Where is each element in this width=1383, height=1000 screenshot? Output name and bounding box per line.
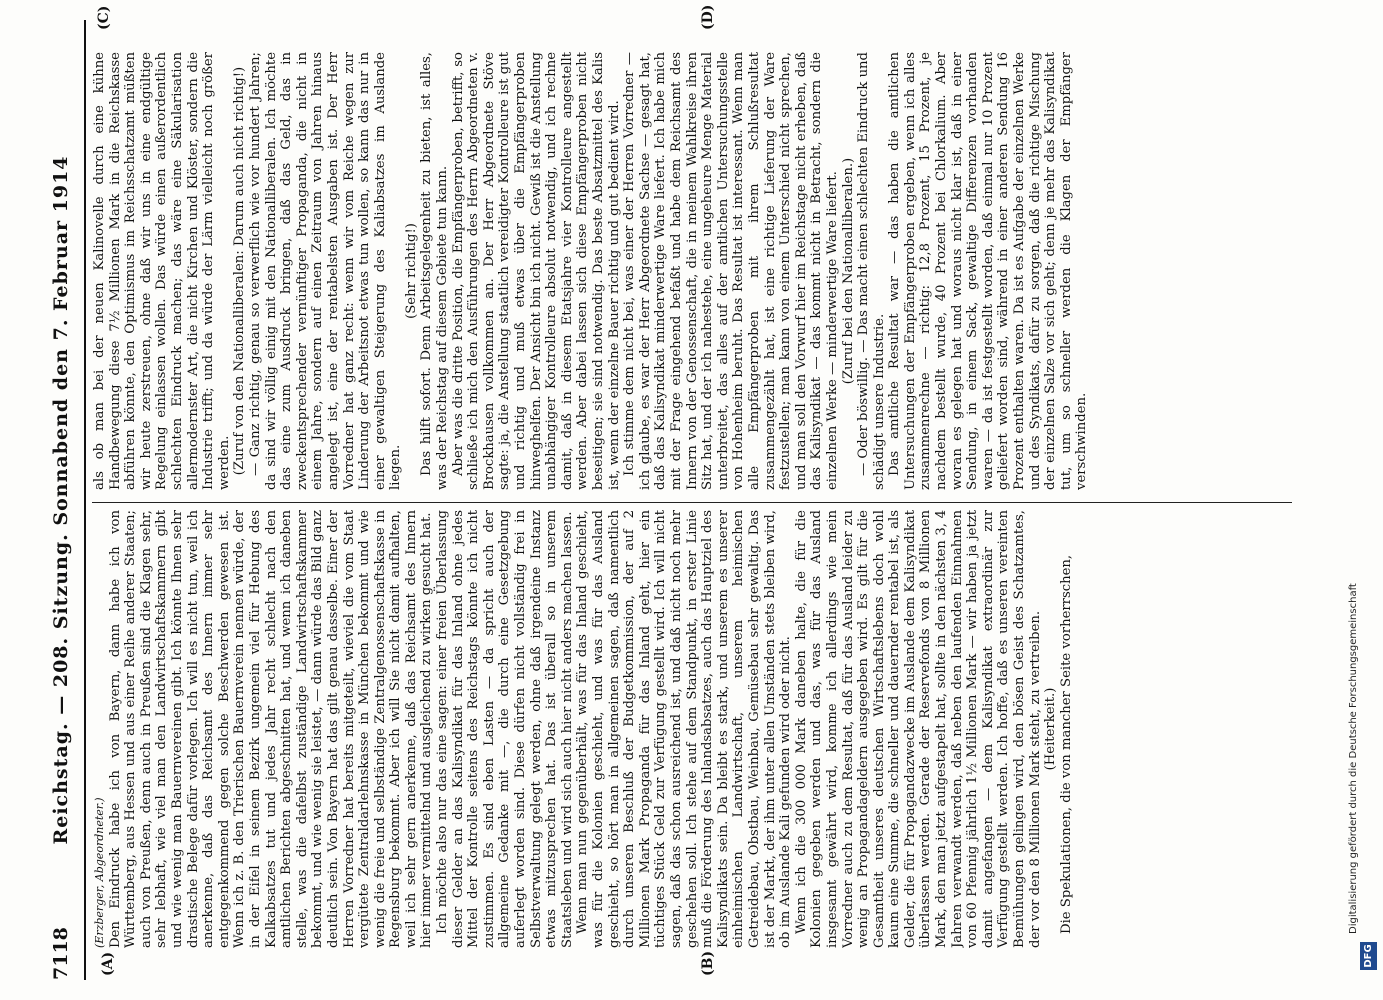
paragraph: als ob man bei der neuen Kalinovelle durch eine kühne Handbewegung diese 7½ Millionen Mark in die Reichskasse abführen könnte, den Optimismus im Reichsschatzamt müßten wir heute zerstreuen, ohne daß wir uns in eine endgültige Regelung einlassen wollen. Das würde einen außerordentlich schlechten Eindruck machen; das wäre eine Säkularisation allermodernster Art, die nicht Kirchen und Klöster, sondern die Industrie trifft; und da würde der Lärm vielleicht noch größer werden. xyxy=(92,52,232,490)
paragraph: — Oder böswillig. — Das macht einen schlechten Eindruck und schädigt unsere Industrie. xyxy=(856,52,887,490)
column-divider xyxy=(92,502,1292,503)
digitization-credit xyxy=(1348,30,1359,970)
running-head xyxy=(50,20,78,980)
page-number: 7118 xyxy=(50,927,72,980)
margin-sigil-a: (A) xyxy=(100,951,116,976)
paragraph: Aber was die dritte Position, die Empfängerproben, betrifft, so schließe ich mich den Ausführungen des Herrn Abgeordneten v. Brockhausen vollkommen an. Der Herr Abgeordnete Stöve sagte: ja, die Anstellung staatlich vereidigter Kontrolleure ist gut und richtig und muß etwas über die Empfängerproben hinweghelfen. Der Ansicht bin ich nicht. Gewiß ist die Anstellung unabhängiger Kontrolleure absolut notwendig, und ich rechne damit, daß in diesem Etatsjahre vier Kontrolleure angestellt werden. Aber dabei lassen sich diese Empfängerproben nicht beseitigen; sie sind notwendig. Das beste Absatzmittel des Kalis ist, wenn der einzelne Bauer richtig und gut bedient wird. xyxy=(450,52,622,490)
margin-sigil-c: (C) xyxy=(96,5,112,30)
paragraph: Wenn ich die 300 000 Mark daneben halte, die für die Kolonien gegeben werden und das, was für das Ausland insgesamt gewährt wird, komme ich allerdings wie mein Vorredner auch zu dem Resultat, daß für das Ausland leider zu wenig an Propagandageldern ausgegeben wird. Es gilt für die Gesamtheit unseres deutschen Wirtschaftslebens doch wohl kaum eine Summe, die schneller und dauernder rentabel ist, als Gelder, die für Propagandazwecke im Auslande dem Kalisyndikat überlassen werden. Gerade der Reservefonds von 8 Millionen Mark, den man jetzt aufgestapelt hat, sollte in den nächsten 3, 4 Jahren verwandt werden, daß neben den laufenden Einnahmen von 60 Pfennig jährlich 1½ Millionen Mark — wir haben ja jetzt damit angefangen — dem Kalisyndikat extraordinär zur Verfügung gestellt werden. Ich hoffe, daß es unseren vereinten Bemühungen gelingen wird, den bösen Geist des Schatzamtes, der vor den 8 Millionen Mark steht, zu vertreiben. xyxy=(793,510,1043,948)
margin-sigil-b: (B) xyxy=(700,950,716,976)
dfg-logo: DFG xyxy=(1360,942,1377,970)
interjection: (Sehr richtig!) xyxy=(403,223,419,319)
running-head-title: Reichstag. — 208. Sitzung. Sonnabend den 7. Februar 1914 xyxy=(50,155,72,845)
paragraph: — Ganz richtig, genau so verwerflich wie vor hundert Jahren; da sind wir völlig einig mit den Nationalliberalen. Ich möchte das eine zum Ausdruck bringen, daß das Geld, das in zweckentsprechender vernünftiger Propaganda, die nicht in einem Jahre, sondern auf einen Zeitraum von Jahren hinaus angelegt ist, eine der rentabelsten Ausgaben ist. Der Herr Vorredner hat ganz recht: wenn wir vom Reiche wegen zur Linderung der Arbeitsnot etwas tun wollen, so kann das nur in einer gewaltigen Steigerung des Kaliabsatzes im Auslande liegen. xyxy=(247,52,404,490)
paragraph: Wenn man nun gegenüberhält, was für das Inland geschieht, was für die Kolonien geschieht, und was für das Ausland geschieht, so hört man in allgemeinen sagen, daß namentlich durch unseren Beschluß der Budgetkommission, der auf 2 Millionen Mark Propaganda für das Inland geht, hier ein tüchtiges Stück Geld zur Verfügung gestellt wird. Ich will nicht sagen, daß das schon ausreichend ist, und daß nicht noch mehr geschehen soll. Ich stehe auf dem Standpunkt, in erster Linie muß die Förderung des Inlandsabsatzes, auch das Hauptziel des Kalisyndikats sein. Da bleibt es stark, und unserem es unserer einheimischen Landwirtschaft, unserem heimischen Getreidebau, Obstbau, Weinbau, Gemüsebau sehr gewaltig. Das ist der Markt, der ihm unter allen Umständen stets bleiben wird, ob im Auslande Kali gefunden wird oder nicht. xyxy=(575,510,794,948)
interjection: (Zuruf von den Nationalliberalen: Darum auch nicht richtig!) xyxy=(232,66,248,476)
interjection: (Heiterkeit.) xyxy=(1043,687,1059,771)
paragraph: Das amtliche Resultat war — das haben die amtlichen Untersuchungen der Empfängerproben ergeben, wenn ich alles zusammenrechne — richtig: 12,8 Prozent, 15 Prozent, je nachdem bestellt wurde, 40 Prozent bei Chlorkalium. Aber woran es gelegen hat und woraus nicht klar ist, daß in einer Sendung, in einem Sack, gewaltige Differenzen vorhanden waren — da ist festgestellt worden, daß einmal nur 10 Prozent geliefert worden sind, während in einer anderen Sendung 16 Prozent enthalten waren. Da ist es Aufgabe der einzelnen Werke und des Syndikats, dafür zu sorgen, daß die richtige Mischung der einzelnen Salze vor sich geht; denn je mehr das Kalisyndikat tut, um so schneller werden die Klagen der Empfänger verschwinden. xyxy=(887,52,1090,490)
speaker-note: (Erzberger, Abgeordneter.) xyxy=(93,797,106,948)
left-text-column xyxy=(92,510,1292,948)
right-text-column xyxy=(92,52,1292,490)
paragraph: Die Spekulationen, die von mancher Seite vorherrschen, xyxy=(1058,554,1074,934)
paragraph: Den Eindruck habe ich von Bayern, dann habe ich von Württemberg, aus Hessen und aus einer Reihe anderer Staaten; auch von Preußen, denn auch in Preußen sind die Klagen sehr, sehr lebhaft, wie viel man den Landwirtschaftskammern gibt und wie wenig man Bauernvereinen gibt. Ich könnte Ihnen sehr drastische Belege dafür vorlegen. Ich will es nicht tun, weil ich anerkenne, daß das Reichsamt des Innern immer sehr entgegenkommend gegen solche Beschwerden gewesen ist. Wenn ich z. B. den Trierischen Bauernverein nennen würde, der in der Eifel in seinem Bezirk ungemein viel für Hebung des Kalkabsatzes tut und jedes Jahr recht schlecht nach den amtlichen Berichten abgeschnitten hat, und wenn ich daneben stelle, was die dafelbst zuständige Landwirtschaftskammer bekommt, und wie wenig sie leistet, — dann würde das Bild ganz deutlich sein. Von Bayern hat das gilt genau dasselbe. Einer der Herren Vorredner hat bereits mitgeteilt, wieviel die vom Staat vergütete Zentraldarlehnskasse in München bekommt und wie wenig die freie und selbständige Zentralgenossenschaftskasse in Regensburg bekommt. Aber ich will Sie nicht damit aufhalten, weil ich sehr gern anerkenne, daß das Reichsamt des Innern hier immer vermittelnd und ausgleichend zu wirken gesucht hat. xyxy=(107,510,435,948)
paragraph: Ich stimme dem nicht bei, was einer der Herren Vorredner — ich glaube, es war der Herr Abgeordnete Sachse — gesagt hat, daß das Kalisyndikat minderwertige Ware liefert. Ich habe mich mit der Frage eingehend befaßt und habe dem Reichsamt des Innern von der Genossenschaft, die in meinem Wahlkreise ihren Sitz hat, und der ich nahestehe, eine ungeheure Menge Material unterbreitet, das alles auf der amtlichen Untersuchungsstelle von Hohenheim beruht. Das Resultat ist interessant. Wenn man alle Empfängerproben mit ihrem Schlußresultat zusammengezählt hat, ist eine richtige Lieferung der Ware festzustellen; man kann von einem Unterschied nicht sprechen, und man soll den Vorwurf hier im Reichstage nicht erheben, daß das Kalisyndikat — das kommt nicht in Betracht, sondern die einzelnen Werke — minderwertige Ware liefert. xyxy=(622,52,840,490)
paragraph: Das hilft sofort. Denn Arbeitsgelegenheit zu bieten, ist alles, was der Reichstag auf diesem Gebiete tun kann. xyxy=(419,52,451,490)
interjection: (Zuruf bei den Nationalliberalen.) xyxy=(840,157,856,385)
credit-text: Digitalisierung gefördert durch die Deutsche Forschungsgemeinschaft xyxy=(1348,583,1359,934)
paragraph: Ich möchte also nur das eine sagen: einer freien Überlassung dieser Gelder an das Kalisyndikat für das Inland ohne jedes Mittel der Kontrolle seitens des Reichstags könnte ich nicht zustimmen. Es sind eben Lasten — da spricht auch der allgemeine Gedanke mit —, die durch eine Gesetzgebung auferlegt worden sind. Diese dürfen nicht vollständig frei in Selbstverwaltung gelegt werden, ohne daß irgendeine Instanz etwas mitzusprechen hat. Das ist überall so in unserem Staatsleben und wird sich auch hier nicht anders machen lassen. xyxy=(435,510,575,948)
header-rule xyxy=(84,20,86,980)
margin-sigil-d: (D) xyxy=(700,4,716,30)
